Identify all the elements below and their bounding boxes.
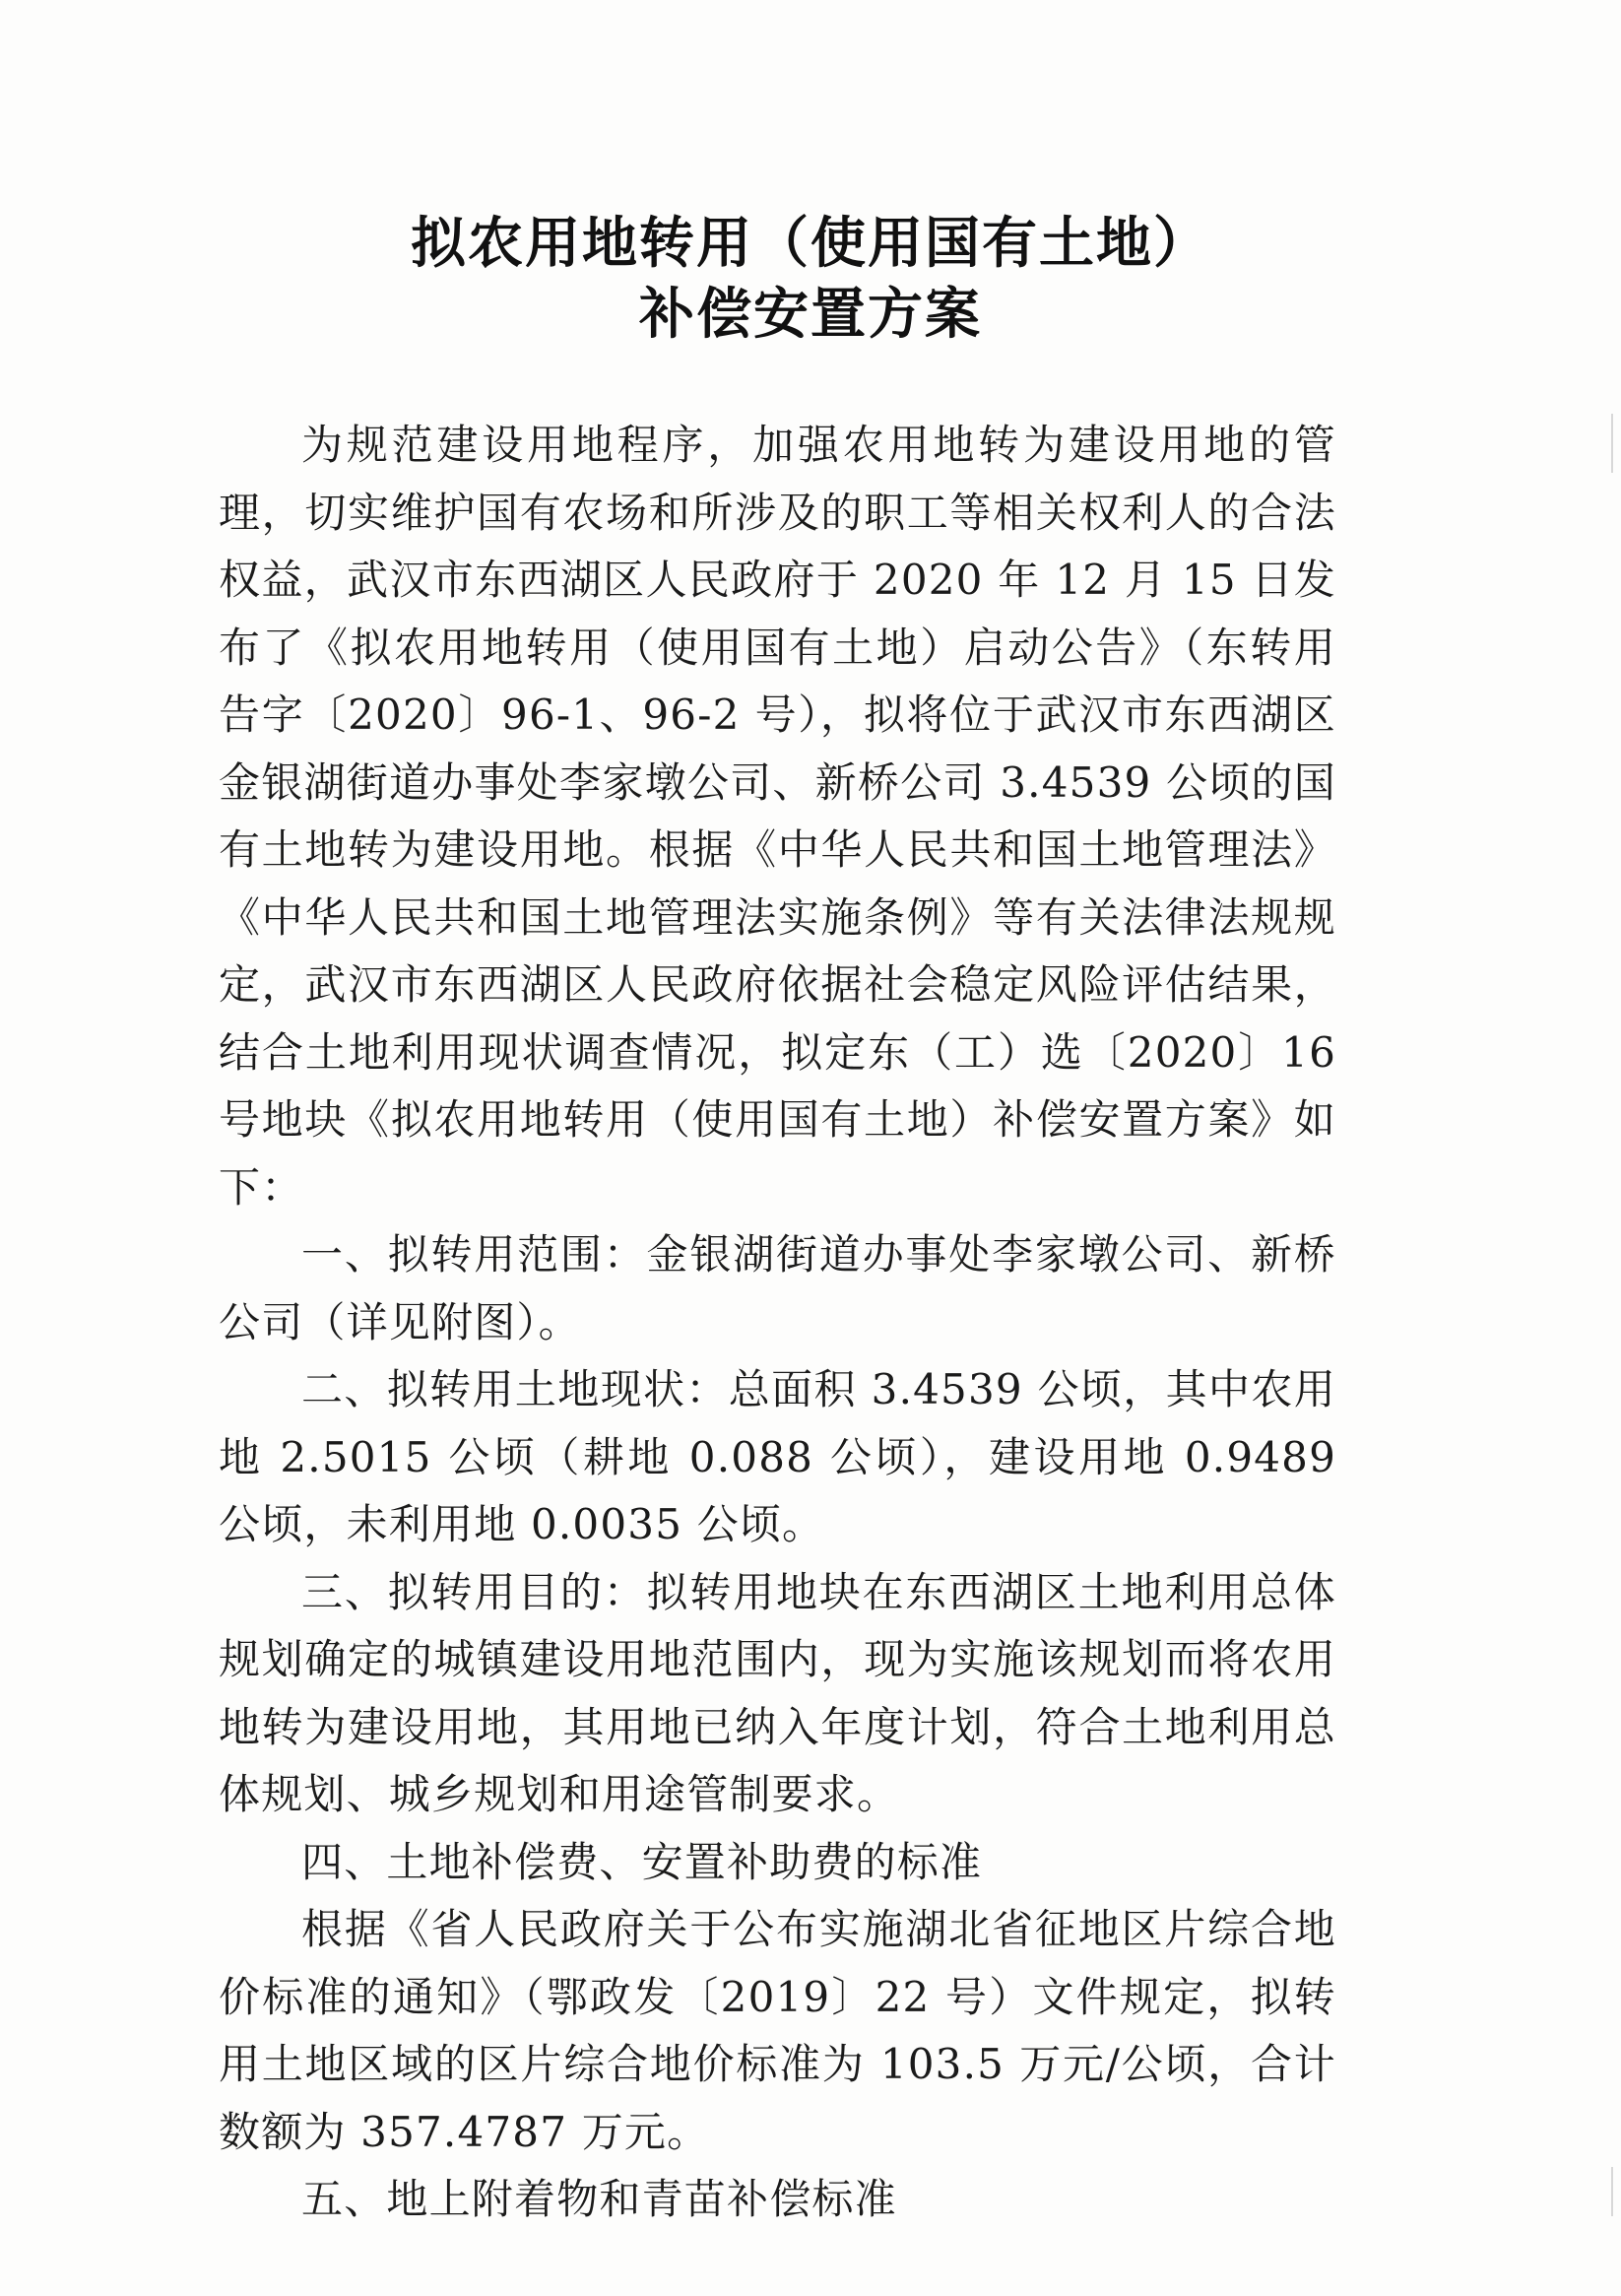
document-body	[219, 412, 1336, 2234]
intro-paragraph: 为规范建设用地程序，加强农用地转为建设用地的管理，切实维护国有农场和所涉及的职工等相关权利人的合法权益，武汉市东西湖区人民政府于 2020 年 12 月 15 日发布了《拟农用地转用（使用国有土地）启动公告》（东转用告字〔2020〕96-1、96-2 号），拟将位于武汉市东西湖区金银湖街道办事处李家墩公司、新桥公司 3.4539 公顷的国有土地转为建设用地。根据《中华人民共和国土地管理法》《中华人民共和国土地管理法实施条例》等有关法律法规规定，武汉市东西湖区人民政府依据社会稳定风险评估结果，结合土地利用现状调查情况，拟定东（工）选〔2020〕16 号地块《拟农用地转用（使用国有土地）补偿安置方案》如下：	[219, 421, 1336, 1212]
section-5-heading: 五、地上附着物和青苗补偿标准	[301, 2175, 897, 2223]
scan-edge-mark	[1611, 414, 1613, 473]
section-3-purpose: 三、拟转用目的：拟转用地块在东西湖区土地利用总体规划确定的城镇建设用地范围内，现为实施该规划而将农用地转为建设用地，其用地已纳入年度计划，符合土地利用总体规划、城乡规划和用途管制要求。	[219, 1567, 1336, 1818]
section-2-land-status: 二、拟转用土地现状：总面积 3.4539 公顷，其中农用地 2.5015 公顷（耕地 0.088 公顷），建设用地 0.9489 公顷，未利用地 0.0035 公顷。	[219, 1365, 1336, 1548]
section-1-scope: 一、拟转用范围：金银湖街道办事处李家墩公司、新桥公司（详见附图）。	[219, 1230, 1336, 1346]
document-title-line-2: 补偿安置方案	[639, 283, 982, 347]
section-4-body: 根据《省人民政府关于公布实施湖北省征地区片综合地价标准的通知》（鄂政发〔2019〕22 号）文件规定，拟转用土地区域的区片综合地价标准为 103.5 万元/公顷，合计数额为 357.4787 万元。	[219, 1905, 1336, 2156]
scan-edge-mark	[1611, 2167, 1613, 2216]
section-4-heading: 四、土地补偿费、安置补助费的标准	[301, 1837, 983, 1886]
document-title-line-1: 拟农用地转用（使用国有土地）	[411, 212, 1210, 276]
